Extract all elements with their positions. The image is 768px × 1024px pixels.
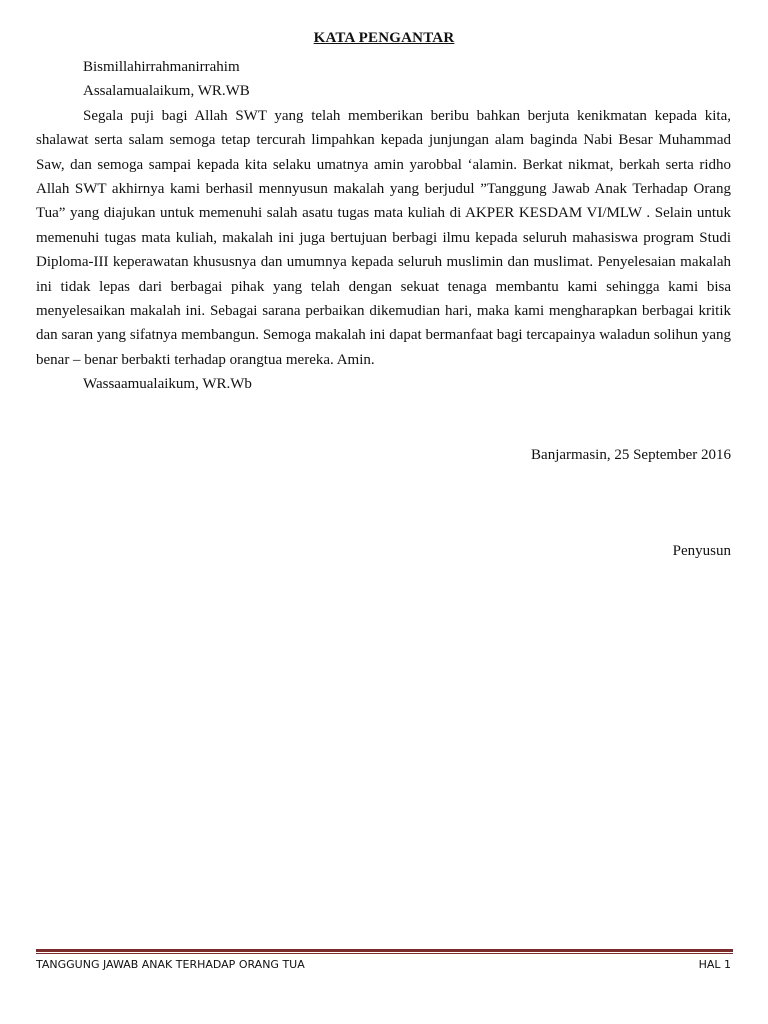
- author-signoff: Penyusun: [672, 543, 731, 559]
- footer-rule: [36, 949, 733, 952]
- place-date: Banjarmasin, 25 September 2016: [531, 447, 731, 463]
- closing-greeting: Wassaamualaikum, WR.Wb: [83, 376, 252, 393]
- footer-rule-thin: [36, 953, 733, 954]
- opening-basmalah: Bismillahirrahmanirrahim: [83, 59, 240, 75]
- footer-title: TANGGUNG JAWAB ANAK TERHADAP ORANG TUA: [36, 958, 305, 971]
- main-paragraph: Segala puji bagi Allah SWT yang telah memberikan beribu bahkan berjuta kenikmatan kepada kita, shalawat serta salam semoga tetap tercurah limpahkan kepada junjungan alam baginda Nabi Besar Muhammad Saw, dan semoga sampai kepada kita selaku umatnya amin yarobbal ‘alamin. Berkat nikmat, berkah serta ridho Allah SWT akhirnya kami berhasil mennyusun makalah yang berjudul ”Tanggung Jawab Anak Terhadap Orang Tua” yang diajukan untuk memenuhi salah asatu tugas mata kuliah di AKPER KESDAM VI/MLW . Selain untuk memenuhi tugas mata kuliah, makalah ini juga bertujuan berbagi ilmu kepada seluruh mahasiswa program Studi Diploma-III keperawatan khususnya dan umumnya kepada seluruh muslimin dan muslimat. Penyelesaian makalah ini tidak lepas dari berbagai pihak yang telah dengan sekuat tenaga membantu kami sehingga kami bisa menyelesaikan makalah ini. Sebagai sarana perbaikan dikemudian hari, maka kami mengharapkan berbagai kritik dan saran yang sifatnya membangun. Semoga makalah ini dapat bermanfaat bagi tercapainya waladun solihun yang benar – benar berbakti terhadap orangtua mereka. Amin.: [36, 107, 731, 368]
- opening-greeting: Assalamualaikum, WR.WB: [83, 83, 250, 100]
- page-number: HAL 1: [698, 958, 731, 971]
- document-body: [36, 55, 731, 397]
- page-title: KATA PENGANTAR: [313, 30, 455, 46]
